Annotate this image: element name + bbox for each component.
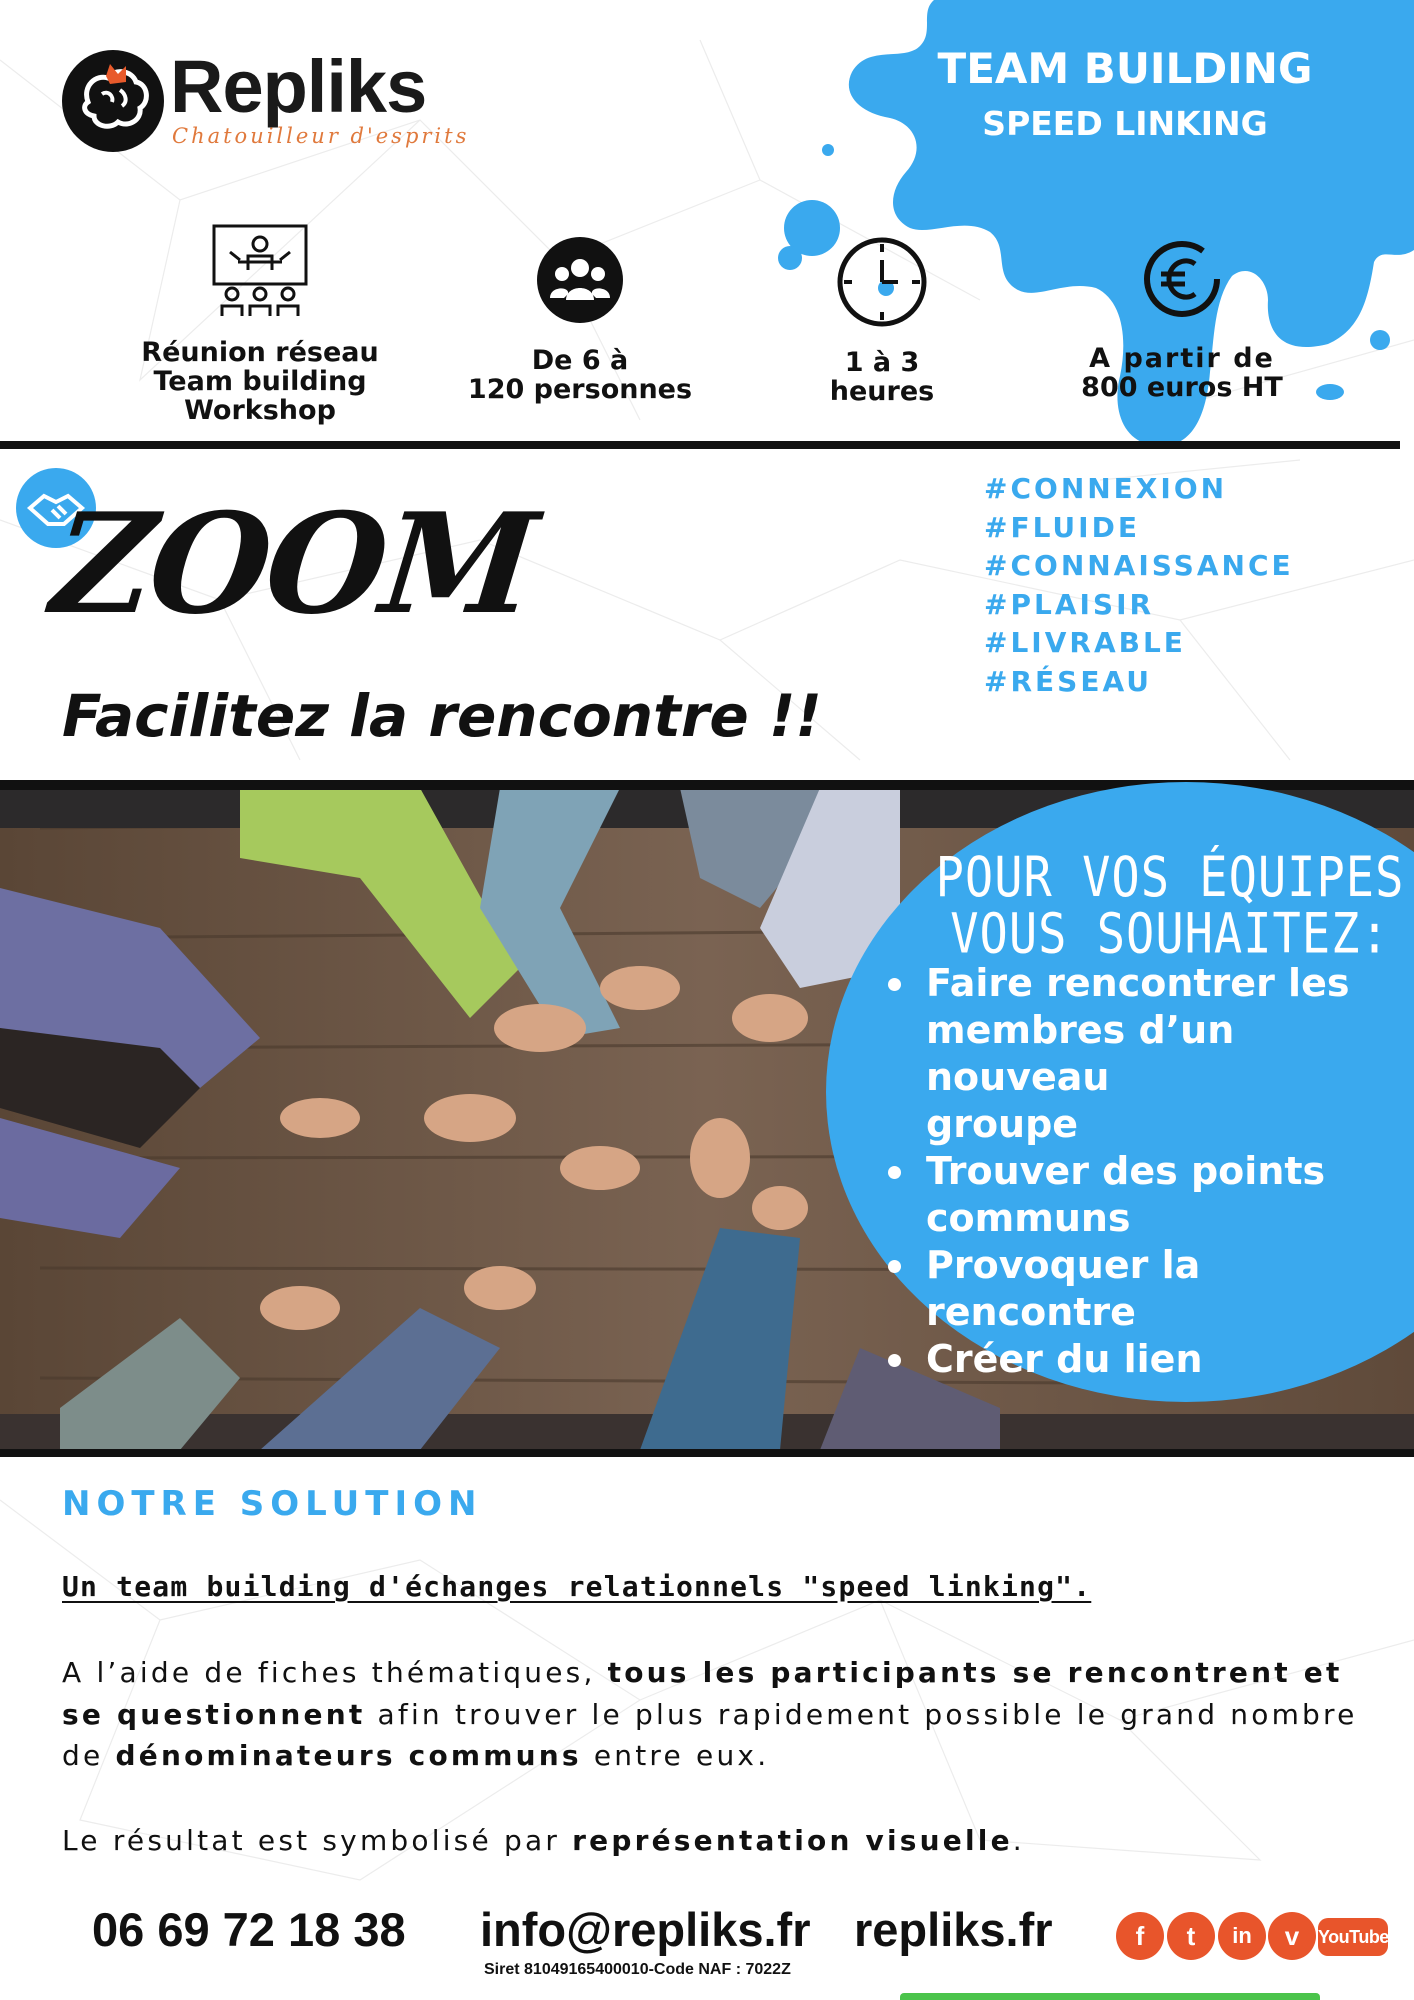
green-accent-bar [900, 1993, 1320, 2000]
feature-format-line2: Team building [153, 366, 367, 397]
list-item [882, 1242, 1414, 1336]
emphasis: dénominateurs communs [115, 1739, 582, 1772]
facebook-icon[interactable]: f [1116, 1912, 1164, 1960]
header-subtitle: SPEED LINKING [982, 104, 1268, 143]
feature-duration-line2: heures [829, 376, 935, 407]
divider [0, 1449, 1414, 1457]
needs-bubble-title-line1: POUR VOS ÉQUIPES [935, 845, 1405, 911]
brand-tagline: Chatouilleur d'esprits [172, 124, 470, 148]
list-item-line: Trouver des points [926, 1149, 1326, 1193]
viadeo-icon[interactable]: v [1268, 1912, 1316, 1960]
list-item [882, 1336, 1414, 1383]
linkedin-icon[interactable]: in [1218, 1912, 1266, 1960]
feature-format-line1: Réunion réseau [141, 337, 379, 368]
text-span: entre eux. [581, 1739, 770, 1772]
feature-participants-line2: 120 personnes [467, 374, 693, 405]
list-item-line: groupe [926, 1102, 1079, 1146]
text-span: A l’aide de fiches thématiques, [62, 1656, 608, 1689]
feature-price [1032, 234, 1332, 402]
solution-lead: Un team building d'échanges relationnels "speed linking". [62, 1570, 1092, 1603]
list-item [882, 960, 1414, 1148]
list-item-line: membres d’un nouveau [926, 1008, 1235, 1099]
youtube-icon[interactable]: YouTube [1318, 1918, 1388, 1956]
list-item [882, 1148, 1414, 1242]
website-link[interactable]: repliks.fr [854, 1903, 1053, 1956]
hashtag: #PLAISIR [984, 587, 1155, 621]
brain-logo-icon [62, 50, 164, 152]
feature-format [120, 222, 400, 425]
list-item-line: Faire rencontrer les [926, 961, 1350, 1005]
text-span: Le résultat est symbolisé par [62, 1824, 573, 1857]
euro-icon [1137, 234, 1227, 324]
text-span: . [1012, 1824, 1025, 1857]
zoom-tagline: Facilitez la rencontre !! [62, 682, 822, 750]
text-span: afin trouver le plus rapidement possible le grand nombre de [62, 1697, 1358, 1772]
solution-heading: NOTRE SOLUTION [62, 1484, 483, 1524]
divider [0, 441, 1400, 449]
feature-format-line3: Workshop [184, 395, 336, 426]
hashtag: #CONNAISSANCE [984, 549, 1294, 582]
solution-paragraph [62, 1652, 1362, 1777]
emphasis: représentation visuelle [572, 1824, 1013, 1857]
list-item-line: Provoquer la rencontre [926, 1243, 1201, 1334]
result-paragraph [62, 1820, 1362, 1862]
feature-duration [742, 236, 1022, 406]
list-item-line: Créer du lien [926, 1337, 1203, 1381]
repliks-logo [62, 45, 482, 158]
list-item-line: communs [926, 1196, 1131, 1240]
header-title: TEAM BUILDING [937, 44, 1313, 93]
feature-participants [440, 236, 720, 404]
phone-number[interactable]: 06 69 72 18 38 [92, 1903, 406, 1956]
needs-bubble-title-line2: VOUS SOUHAITEZ: [950, 901, 1390, 967]
hashtag: #FLUIDE [984, 510, 1140, 544]
feature-duration-line1: 1 à 3 [844, 347, 920, 378]
feature-price-line2: 800 euros HT [1081, 372, 1283, 403]
twitter-icon[interactable]: t [1167, 1912, 1215, 1960]
email-link[interactable]: info@repliks.fr [480, 1903, 811, 1956]
feature-price-line1: A partir de [1089, 343, 1275, 374]
zoom-title: ZOOM [45, 482, 541, 645]
feature-participants-line1: De 6 à [531, 345, 629, 376]
hashtag: #LIVRABLE [984, 626, 1186, 659]
emphasis: tous les participants se rencontrent et se questionnent [62, 1656, 1343, 1731]
meeting-icon [210, 222, 310, 322]
needs-bubble-title [930, 845, 1410, 967]
group-icon [536, 236, 624, 324]
hashtag: #RÉSEAU [984, 664, 1152, 698]
hashtag: #CONNEXION [984, 472, 1228, 505]
siret-info: Siret 81049165400010-Code NAF : 7022Z [484, 1961, 791, 1978]
hashtag-list [984, 470, 1294, 701]
clock-icon [836, 236, 928, 328]
needs-list [882, 960, 1414, 1383]
brand-name: Repliks [170, 45, 427, 128]
